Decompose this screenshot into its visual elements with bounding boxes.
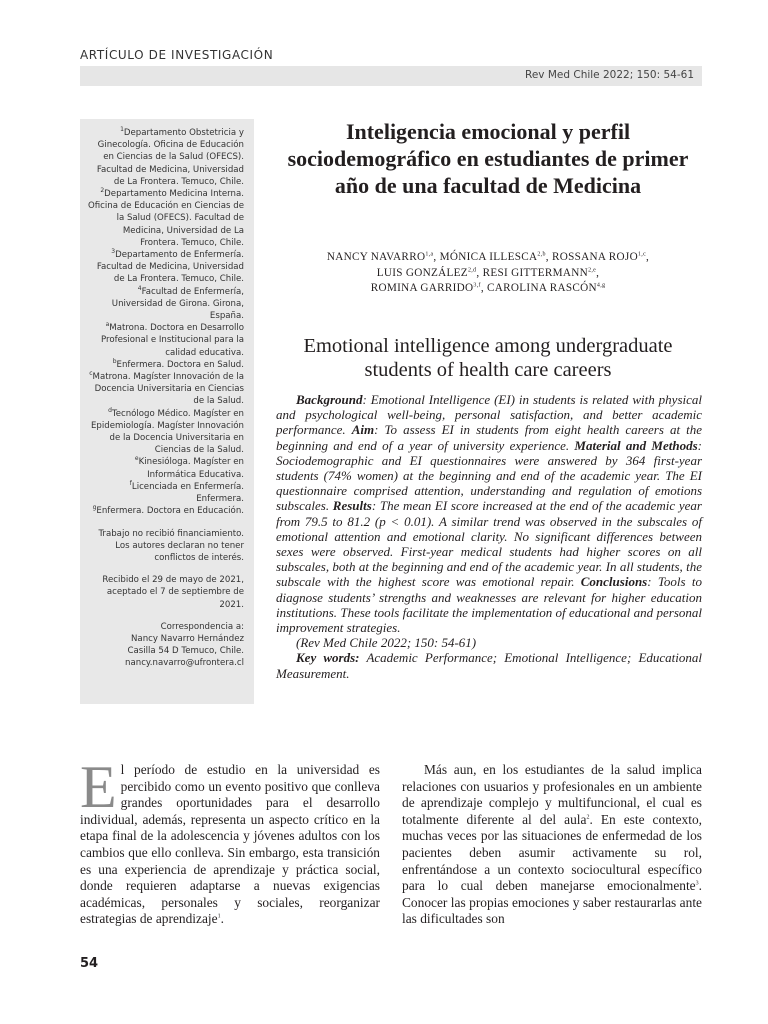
body-paragraph xyxy=(402,762,702,928)
intro-paragraph xyxy=(80,754,380,928)
affiliation-marker: 2 xyxy=(100,187,105,195)
body-column-left xyxy=(80,754,380,928)
author-name: ROMINA GARRIDO xyxy=(370,282,474,294)
results-text: : The mean EI score increased at the end of the academic year from 79.5 to 81.2 (p < 0.01). A similar trend was observed in the subscales of emotional attention and emotional clarity. No significant differences between sexes were observed. First-year medical students had higher scores on all subscales, both at the beginning and end of the academic year. In all students, the subscale with the highest score was emotional repair. xyxy=(276,498,702,590)
affiliation-text: Matrona. Magíster Innovación de la Docencia Universitaria en Ciencias de la Salud. xyxy=(92,372,244,407)
affiliation-item xyxy=(88,371,244,408)
author-separator: , xyxy=(596,266,600,279)
author-affiliation-marker: 2,e xyxy=(588,266,597,273)
author-name: CAROLINA RASCÓN xyxy=(487,282,597,294)
affiliation-text: Departamento Medicina Interna. Oficina de Educación en Ciencias de la Salud (OFECS). Facultad de Medicina, Universidad de La Frontera. Temuco, Chile. xyxy=(88,189,244,248)
aim-label: Aim xyxy=(351,422,375,438)
affiliation-item xyxy=(88,505,244,517)
results-label: Results xyxy=(332,498,372,514)
background-label: Background xyxy=(296,392,363,407)
page-number: 54 xyxy=(80,956,99,971)
affiliation-text: Matrona. Doctora en Desarrollo Profesional e Institucional para la calidad educativa. xyxy=(100,323,244,358)
affiliation-text: Facultad de Enfermería, Universidad de Girona. Girona, España. xyxy=(111,286,244,322)
abstract xyxy=(276,392,702,681)
affiliation-marker: b xyxy=(112,358,117,365)
body-text-2: . En este contexto, muchas veces por las situaciones de enfermedad de los pacientes deben asumir activamente su rol, enfrentándose a un contexto sociocultural específico para lo cual deben manejarse emocionalmente xyxy=(402,811,702,894)
body-column-right xyxy=(402,762,702,928)
affiliation-item xyxy=(88,359,244,371)
correspondence xyxy=(88,621,244,670)
author-name: MÓNICA ILLESCA xyxy=(439,251,538,263)
affiliation-item xyxy=(88,127,244,188)
keywords-text: Academic Performance; Emotional Intelligence; Educational Measurement. xyxy=(276,650,702,681)
correspondence-label: Correspondencia a: xyxy=(160,621,244,632)
author-separator: , xyxy=(646,251,650,263)
keywords-label: Key words: xyxy=(296,650,360,666)
affiliation-marker: c xyxy=(89,370,93,378)
background-text: : Emotional Intelligence (EI) in students is related with physical and psychological well-being, personal satisfaction, and better academic performance. xyxy=(276,392,702,438)
reference-marker[interactable]: 2 xyxy=(586,814,590,821)
affiliation-marker: 1 xyxy=(120,126,124,134)
author-name: LUIS GONZÁLEZ xyxy=(376,266,468,279)
author-affiliation-marker: 2,d xyxy=(467,266,477,273)
abstract-body xyxy=(276,392,702,635)
intro-end: . xyxy=(220,911,224,927)
affiliation-text: Departamento Obstetricia y Ginecología. Oficina de Educación en Ciencias de la Salud (OFECS). Facultad de Medicina, Universidad de La Frontera. Temuco, Chile. xyxy=(96,128,244,187)
english-title: Emotional intelligence among undergraduate students of health care careers xyxy=(303,335,673,381)
correspondence-email[interactable]: nancy.navarro@ufrontera.cl xyxy=(125,658,244,669)
affiliation-item xyxy=(88,249,244,286)
affiliation-marker: e xyxy=(134,455,139,463)
author-name: NANCY NAVARRO xyxy=(326,251,426,263)
affiliation-marker: a xyxy=(105,321,110,329)
affiliation-marker: f xyxy=(129,480,132,488)
author-affiliation-marker: 1,a xyxy=(425,251,434,258)
author-separator: , xyxy=(433,251,440,263)
affiliation-text: Kinesióloga. Magíster en Informática Educativa. xyxy=(138,457,244,480)
affiliation-marker: d xyxy=(108,406,112,414)
affiliation-text: Enfermera. Doctora en Salud. xyxy=(116,359,244,370)
affiliation-marker: g xyxy=(92,504,97,512)
article-title: Inteligencia emocional y perfil sociodemográfico en estudiantes de primer año de una facultad de Medicina xyxy=(287,119,689,198)
author-separator: , xyxy=(545,251,552,263)
section-label: ARTÍCULO DE INVESTIGACIÓN xyxy=(80,48,274,62)
funding-statement: Trabajo no recibió financiamiento. Los autores declaran no tener conflictos de interés. xyxy=(98,528,244,563)
intro-text: l período de estudio en la universidad es percibido como un evento positivo que conlleva grandes oportunidades para el desarrollo individual, además, representa un aspecto crítico en la etapa final de la adolescencia y jóvenes adultos con los cambios que ello conlleva. Sin embargo, esta transición es una experiencia de aprendizaje y práctica social, donde requieren adaptarse a nuevas exigencias académicas, personales y sociales, reorganizar estrategias de aprendizaje xyxy=(80,762,380,927)
correspondence-name: Nancy Navarro Hernández xyxy=(131,633,244,644)
aim-text: : To assess EI in students from eight health careers at the beginning and end of a year of university experience. xyxy=(276,422,702,453)
affiliation-item xyxy=(88,408,244,457)
body-text-1: Más aun, en los estudiantes de la salud implica relaciones con usuarios y profesionales en un ambiente de aprendizaje complejo y multifuncional, el cual es totalmente diferente al del aula xyxy=(402,762,702,827)
reference-marker[interactable]: 1 xyxy=(217,913,221,920)
abstract-citation: (Rev Med Chile 2022; 150: 54-61) xyxy=(296,635,477,651)
conclusions-text: : Tools to diagnose students’ strengths and weaknesses are relevant for higher education institutions. These tools facilitate the implementation of educational and personal improvement strategies. xyxy=(276,574,703,636)
keywords xyxy=(276,650,702,680)
affiliation-item xyxy=(88,322,244,359)
affiliation-item xyxy=(88,188,244,249)
body-text-3: . Conocer las propias emociones y saber restaurarlas ante las dificultades son xyxy=(402,878,702,927)
author-affiliation-marker: 2,b xyxy=(537,251,546,258)
affiliation-item xyxy=(88,481,244,505)
drop-cap: E xyxy=(80,754,117,820)
received-dates: Recibido el 29 de mayo de 2021, aceptado el 7 de septiembre de 2021. xyxy=(102,575,244,610)
affiliation-text: Enfermera. Doctora en Educación. xyxy=(96,506,244,517)
methods-text: : Sociodemographic and EI questionnaires were answered by 364 first-year students (74% women) at the beginning and end of the academic year. The EI questionnaire comprised attention, understanding and regulation of emotions subscales. xyxy=(276,437,702,514)
author-affiliation-marker: 4,g xyxy=(596,282,606,289)
methods-label: Material and Methods xyxy=(574,437,698,453)
author-name: RESI GITTERMANN xyxy=(482,266,589,279)
affiliation-text: Departamento de Enfermería. Facultad de Medicina, Universidad de La Frontera. Temuco, Chile. xyxy=(96,250,244,285)
affiliation-text: Tecnólogo Médico. Magíster en Epidemiología. Magíster Innovación de la Docencia Universitaria en Ciencias de la Salud. xyxy=(90,408,244,456)
author-separator: , xyxy=(480,282,488,294)
correspondence-address: Casilla 54 D Temuco, Chile. xyxy=(127,646,244,657)
affiliations-sidebar xyxy=(80,119,254,704)
affiliation-item xyxy=(88,456,244,480)
reference-marker[interactable]: 3 xyxy=(695,880,699,887)
conclusions-label: Conclusions xyxy=(580,574,648,590)
author-separator: , xyxy=(476,266,483,279)
journal-header-bar xyxy=(80,66,702,86)
affiliation-list xyxy=(88,127,244,518)
author-list xyxy=(276,250,700,297)
author-affiliation-marker: 1,c xyxy=(637,251,647,258)
affiliation-marker: 3 xyxy=(111,248,116,256)
affiliation-item xyxy=(88,286,244,323)
author-affiliation-marker: 3,f xyxy=(473,282,481,289)
affiliation-text: Licenciada en Enfermería. Enfermera. xyxy=(131,481,244,505)
affiliation-marker: 4 xyxy=(137,284,142,292)
journal-reference: Rev Med Chile 2022; 150: 54-61 xyxy=(525,69,694,81)
author-name: ROSSANA ROJO xyxy=(551,251,638,263)
